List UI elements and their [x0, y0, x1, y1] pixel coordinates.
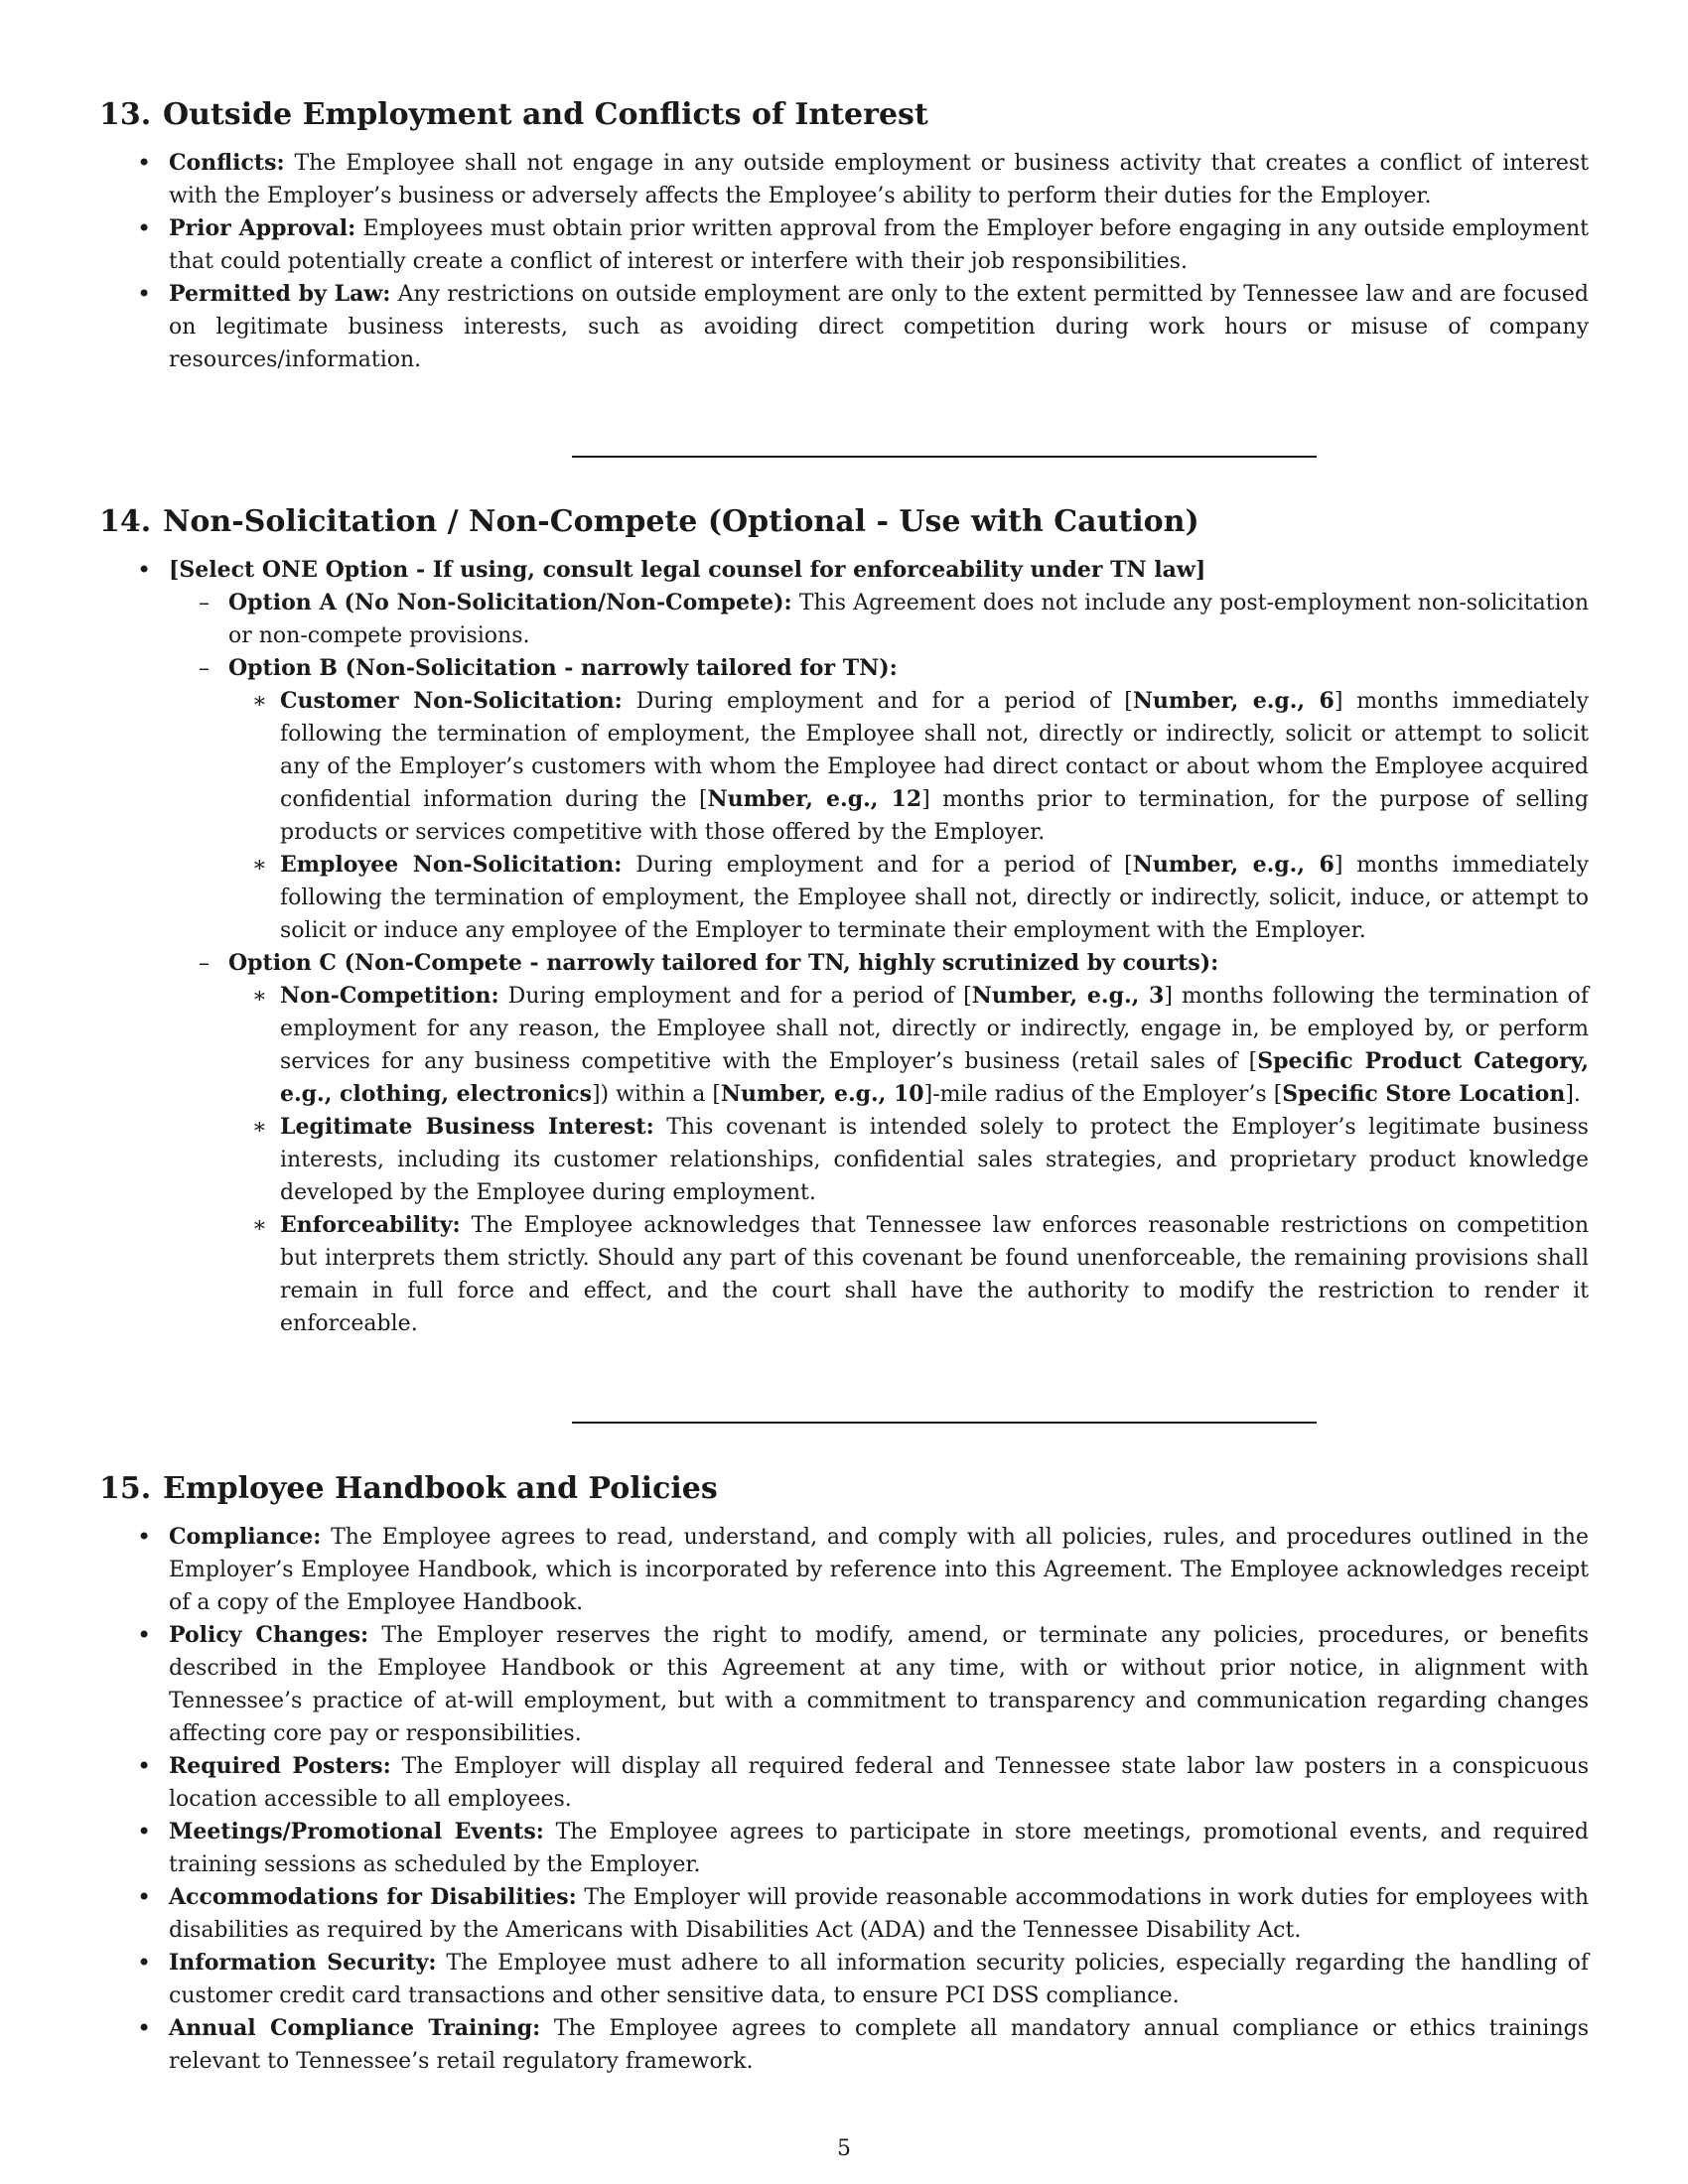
list-item: • Compliance: The Employee agrees to read, understand, and comply with all policies, rules, and procedures outlined in the Employer’s Employee Handbook, which is incorporated by reference into this Agreement. The Employee acknowledges receipt of a copy of the Employee Handbook.: [99, 1521, 1589, 1619]
list-item: • Conflicts: The Employee shall not engage in any outside employment or business activity that creates a conflict of interest with the Employer’s business or adversely affects the Employee’s ability to perform their duties for the Employer.: [99, 147, 1589, 212]
list-item: • Prior Approval: Employees must obtain prior written approval from the Employer before engaging in any outside employment that could potentially create a conflict of interest or interfere with their job responsibilities.: [99, 212, 1589, 278]
list-item: • [Select ONE Option - If using, consult legal counsel for enforceability under TN law] – Option A (No Non-Solicitation/Non-Compete): This Agreement does not include any post-employment non-solicitation or non-compete provisions. – Option B (Non-Solicitation - narrowly tailored for TN): ∗ Customer Non-Solicitation: During employment and for a period of [Number, e.g., 6] months immediately following the termination of employment, the Employee shall not, directly or indirectly, solicit or attempt to solicit any of the Employer’s customers with whom the Employee had direct contact or about whom the Employee acquired confidential information during the [Number, e.g., 12] months prior to termination, for the purpose of selling products or services competitive with those offered by the Employer. ∗ Employee Non-Solicitation: During employment and for a period of [Number, e.g., 6] months immediately following the termination of employment, the Employee shall not, directly or indirectly, solicit, induce, or attempt to solicit or induce any employee of the Employer to terminate their employment with the Employer. – Option C (Non-Compete - narrowly tailored for TN, highly scrutinized by courts): ∗ Non-Competition: During employment and for a period of [Number, e.g., 3] months following the termination of employment for any reason, the Employee shall not, directly or indirectly, engage in, be employed by, or perform services for any business competitive with the Employer’s business (retail sales of [Specific Product Category, e.g., clothing, electronics]) within a [Number, e.g., 10]-mile radius of the Employer’s [Specific Store Location]. ∗ Legitimate Business Interest: This covenant is intended solely to protect the Employer’s legitimate business interests, including its customer relationships, confidential sales strategies, and proprietary product knowledge developed by the Employee during employment. ∗ Enforceability: The Employee acknowledges that Tennessee law enforces reasonable restrictions on competition but interprets them strictly. Should any part of this covenant be found unenforceable, the remaining provisions shall remain in full force and effect, and the court shall have the authority to modify the restriction to render it enforceable.: [99, 554, 1589, 1340]
section-15: [99, 1469, 1589, 2078]
option-c: – Option C (Non-Compete - narrowly tailored for TN, highly scrutinized by courts): ∗ Non-Competition: During employment and for a period of [Number, e.g., 3] months following the termination of employment for any reason, the Employee shall not, directly or indirectly, engage in, be employed by, or perform services for any business competitive with the Employer’s business (retail sales of [Specific Product Category, e.g., clothing, electronics]) within a [Number, e.g., 10]-mile radius of the Employer’s [Specific Store Location]. ∗ Legitimate Business Interest: This covenant is intended solely to protect the Employer’s legitimate business interests, including its customer relationships, confidential sales strategies, and proprietary product knowledge developed by the Employee during employment. ∗ Enforceability: The Employee acknowledges that Tennessee law enforces reasonable restrictions on competition but interprets them strictly. Should any part of this covenant be found unenforceable, the remaining provisions shall remain in full force and effect, and the court shall have the authority to modify the restriction to render it enforceable.: [169, 947, 1589, 1340]
list-item: • Information Security: The Employee must adhere to all information security policies, especially regarding the handling of customer credit card transactions and other sensitive data, to ensure PCI DSS compliance.: [99, 1947, 1589, 2012]
section-15-list: [99, 1521, 1589, 2078]
page-number: 5: [837, 2136, 851, 2161]
list-item: • Meetings/Promotional Events: The Employee agrees to participate in store meetings, promotional events, and required training sessions as scheduled by the Employer.: [99, 1816, 1589, 1881]
list-item: • Permitted by Law: Any restrictions on outside employment are only to the extent permitted by Tennessee law and are focused on legitimate business interests, such as avoiding direct competition during work hours or misuse of company resources/information.: [99, 278, 1589, 376]
non-competition: ∗ Non-Competition: During employment and for a period of [Number, e.g., 3] months following the termination of employment for any reason, the Employee shall not, directly or indirectly, engage in, be employed by, or perform services for any business competitive with the Employer’s business (retail sales of [Specific Product Category, e.g., clothing, electronics]) within a [Number, e.g., 10]-mile radius of the Employer’s [Specific Store Location].: [228, 980, 1589, 1111]
option-a: – Option A (No Non-Solicitation/Non-Compete): This Agreement does not include any post-employment non-solicitation or non-compete provisions.: [169, 587, 1589, 652]
list-item: • Required Posters: The Employer will display all required federal and Tennessee state labor law posters in a conspicuous location accessible to all employees.: [99, 1750, 1589, 1816]
option-b: – Option B (Non-Solicitation - narrowly tailored for TN): ∗ Customer Non-Solicitation: During employment and for a period of [Number, e.g., 6] months immediately following the termination of employment, the Employee shall not, directly or indirectly, solicit or attempt to solicit any of the Employer’s customers with whom the Employee had direct contact or about whom the Employee acquired confidential information during the [Number, e.g., 12] months prior to termination, for the purpose of selling products or services competitive with those offered by the Employer. ∗ Employee Non-Solicitation: During employment and for a period of [Number, e.g., 6] months immediately following the termination of employment, the Employee shall not, directly or indirectly, solicit, induce, or attempt to solicit or induce any employee of the Employer to terminate their employment with the Employer.: [169, 652, 1589, 947]
list-item: • Policy Changes: The Employer reserves the right to modify, amend, or terminate any policies, procedures, or benefits described in the Employee Handbook or this Agreement at any time, with or without prior notice, in alignment with Tennessee’s practice of at-will employment, but with a commitment to transparency and communication regarding changes affecting core pay or responsibilities.: [99, 1619, 1589, 1750]
option-b-list: [228, 685, 1589, 947]
section-divider: [572, 1422, 1317, 1424]
option-list: [169, 587, 1589, 1340]
section-14-list: [99, 554, 1589, 1340]
section-heading: 13. Outside Employment and Conflicts of Interest: [99, 97, 928, 132]
list-item: • Annual Compliance Training: The Employee agrees to complete all mandatory annual compliance or ethics trainings relevant to Tennessee’s retail regulatory framework.: [99, 2012, 1589, 2078]
employee-non-solicitation: ∗ Employee Non-Solicitation: During employment and for a period of [Number, e.g., 6] months immediately following the termination of employment, the Employee shall not, directly or indirectly, solicit, induce, or attempt to solicit or induce any employee of the Employer to terminate their employment with the Employer.: [228, 849, 1589, 947]
list-item: • Accommodations for Disabilities: The Employer will provide reasonable accommodations in work duties for employees with disabilities as required by the Americans with Disabilities Act (ADA) and the Tennessee Disability Act.: [99, 1881, 1589, 1947]
section-heading: 14. Non-Solicitation / Non-Compete (Optional - Use with Caution): [99, 504, 1199, 539]
legitimate-business-interest: ∗ Legitimate Business Interest: This covenant is intended solely to protect the Employer’s legitimate business interests, including its customer relationships, confidential sales strategies, and proprietary product knowledge developed by the Employee during employment.: [228, 1111, 1589, 1209]
section-13-list: [99, 147, 1589, 376]
section-heading: 15. Employee Handbook and Policies: [99, 1471, 718, 1506]
option-c-list: [228, 980, 1589, 1340]
section-13: [99, 95, 1589, 376]
enforceability: ∗ Enforceability: The Employee acknowledges that Tennessee law enforces reasonable restrictions on competition but interprets them strictly. Should any part of this covenant be found unenforceable, the remaining provisions shall remain in full force and effect, and the court shall have the authority to modify the restriction to render it enforceable.: [228, 1209, 1589, 1340]
section-14: [99, 502, 1589, 1340]
section-divider: [572, 456, 1317, 458]
customer-non-solicitation: ∗ Customer Non-Solicitation: During employment and for a period of [Number, e.g., 6] months immediately following the termination of employment, the Employee shall not, directly or indirectly, solicit or attempt to solicit any of the Employer’s customers with whom the Employee had direct contact or about whom the Employee acquired confidential information during the [Number, e.g., 12] months prior to termination, for the purpose of selling products or services competitive with those offered by the Employer.: [228, 685, 1589, 849]
